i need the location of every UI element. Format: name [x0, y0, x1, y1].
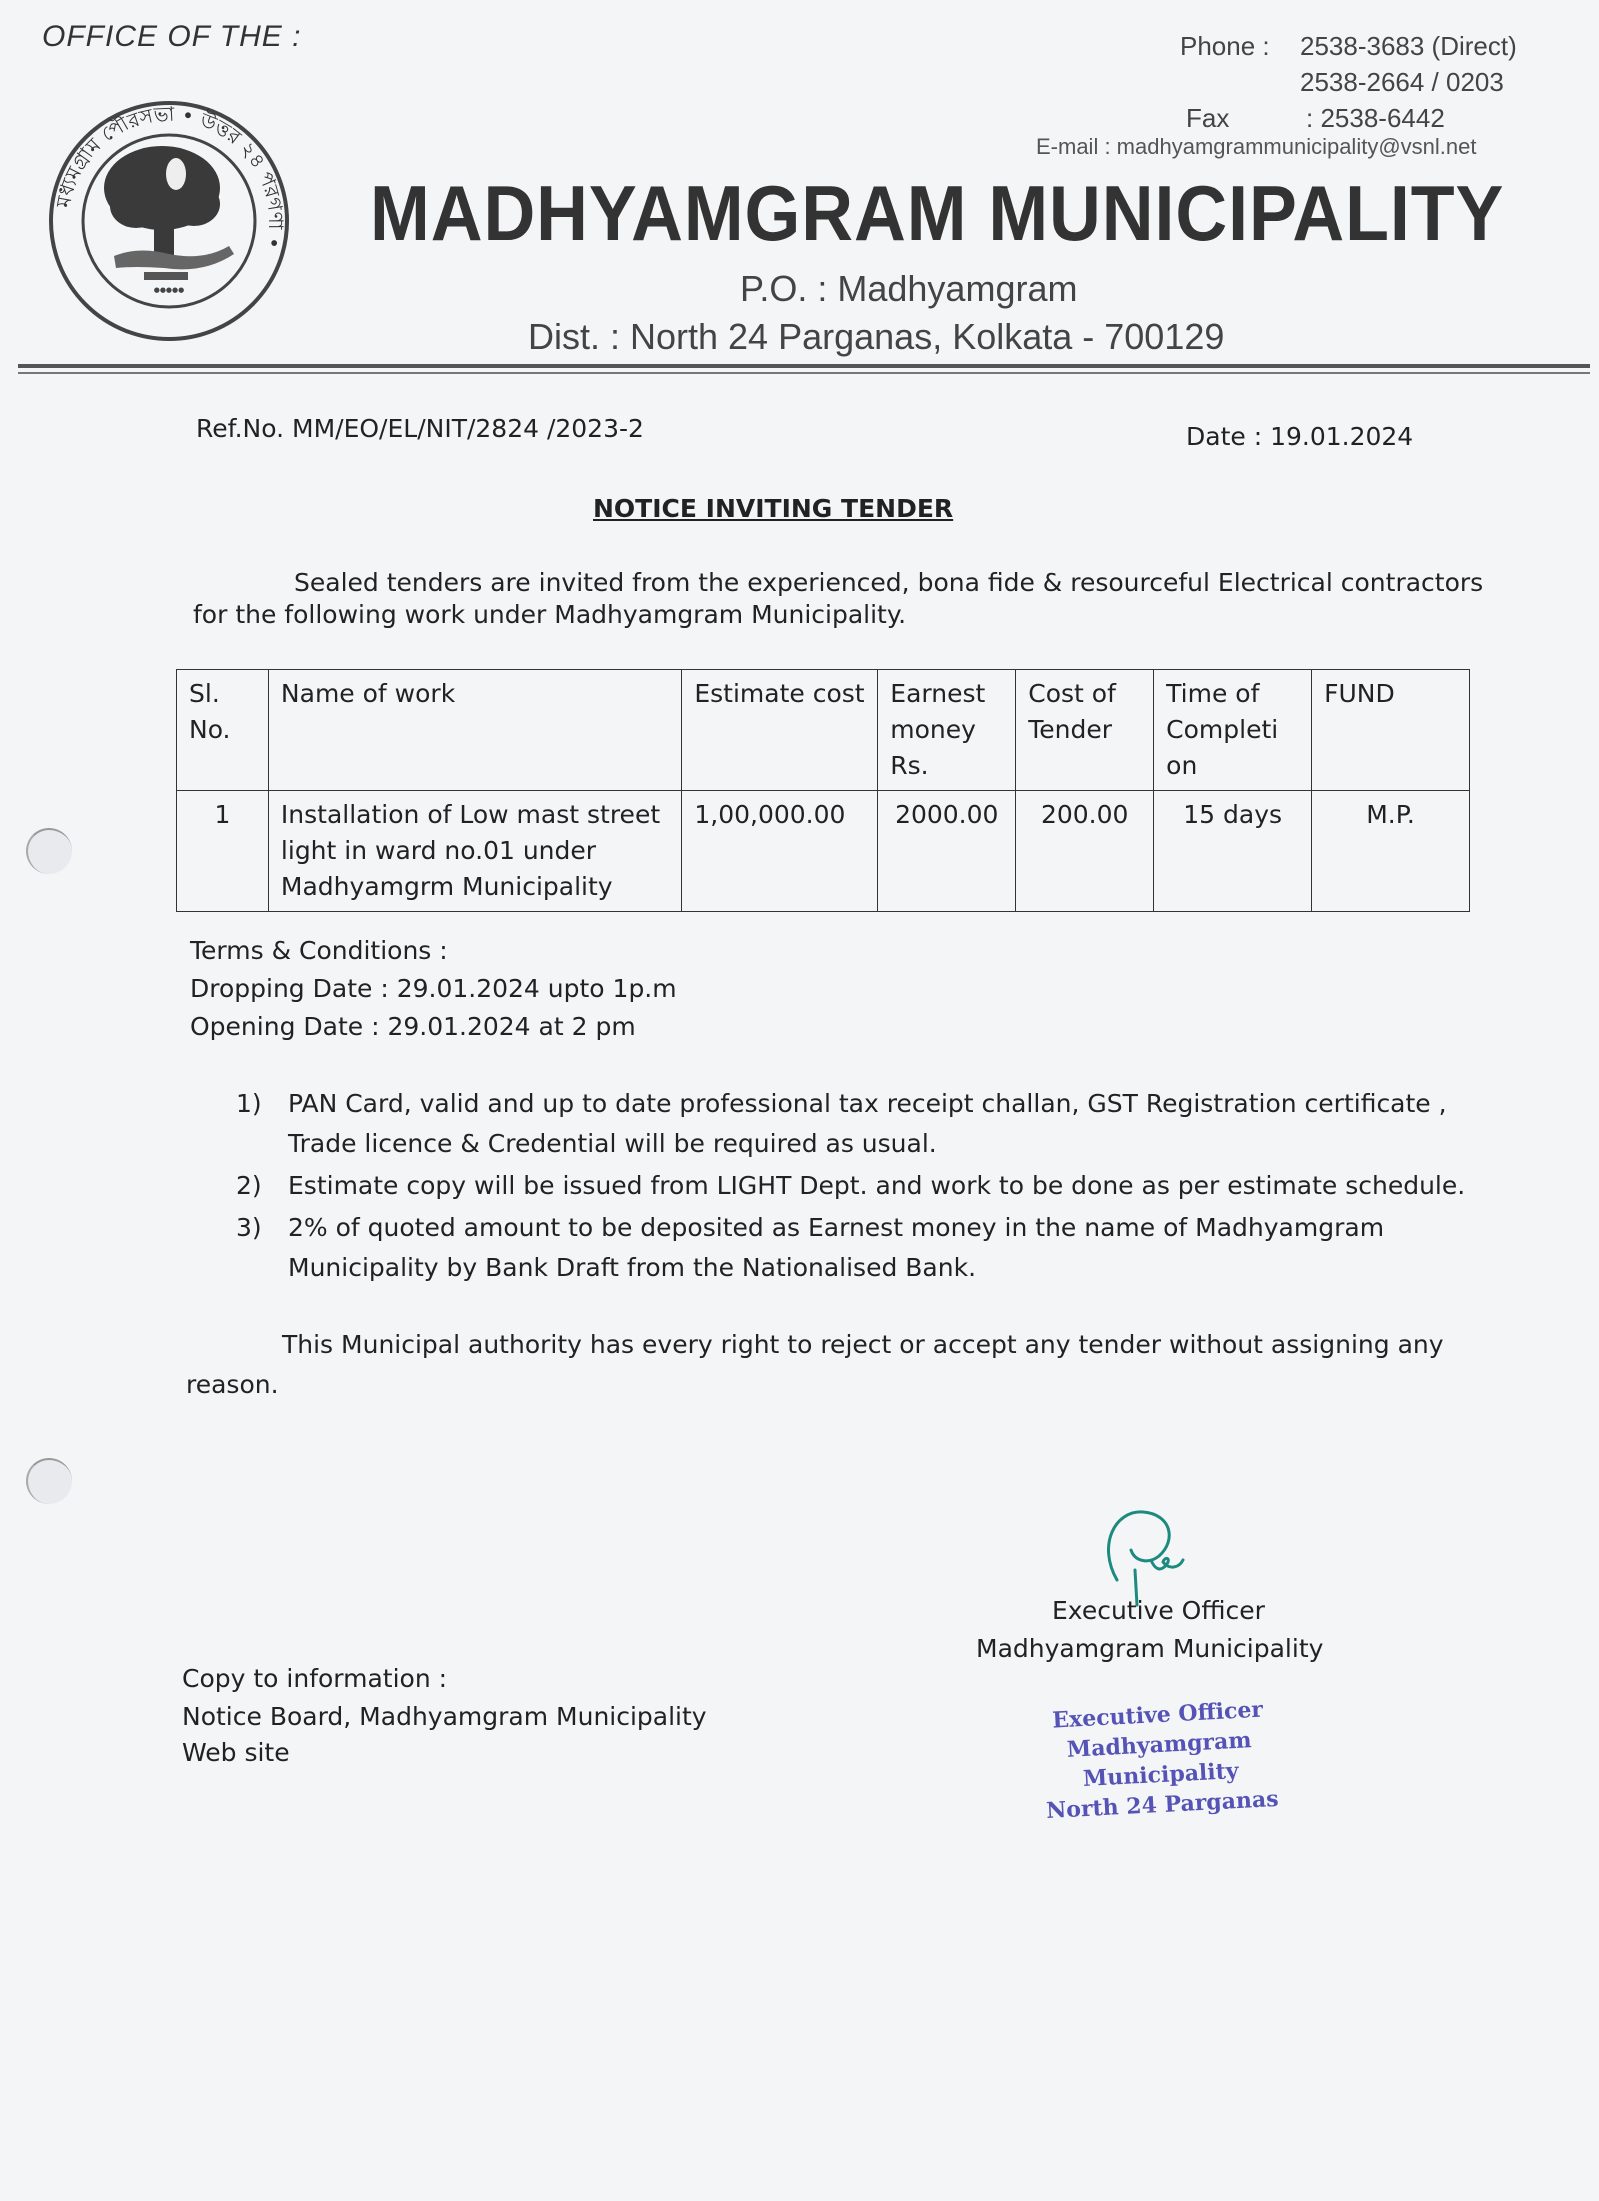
municipality-seal-logo — [44, 96, 294, 346]
list-item: 3) 2% of quoted amount to be deposited as Earnest money in the name of Madhyamgram Municipality by Bank Draft from the Nationalised Bank. — [236, 1213, 1385, 1282]
post-office-line: P.O. : Madhyamgram — [740, 268, 1078, 309]
punch-hole — [26, 1458, 72, 1504]
svg-text:মধ্যমগ্রাম পৌরসভা • উত্তর ২৪: মধ্যমগ্রাম পৌরসভা • উত্তর ২৪ পরগণা • — [50, 101, 289, 252]
column-header: Earnest money Rs. — [878, 670, 1016, 791]
phone-number-2: 2538-2664 / 0203 — [1300, 67, 1504, 97]
signatory-title: Executive Officer — [1052, 1596, 1265, 1625]
cell-tender-cost: 200.00 — [1016, 791, 1154, 912]
phone-label: Phone : — [1180, 31, 1270, 61]
conditions-list — [200, 1084, 1520, 1290]
list-item: 1) PAN Card, valid and up to date professional tax receipt challan, GST Registration certificate , Trade licence & Credential will be required as usual. — [236, 1089, 1447, 1158]
office-of-label: OFFICE OF THE : — [42, 20, 302, 53]
reference-number: Ref.No. MM/EO/EL/NIT/2824 /2023-2 — [196, 414, 644, 443]
notice-title: NOTICE INVITING TENDER — [593, 494, 954, 523]
phone-number-1: 2538-3683 (Direct) — [1300, 31, 1517, 61]
closing-text-line-2: reason. — [186, 1370, 279, 1399]
fax-number: : 2538-6442 — [1306, 103, 1445, 133]
terms-heading: Terms & Conditions : — [190, 936, 448, 965]
opening-date: Opening Date : 29.01.2024 at 2 pm — [190, 1012, 636, 1041]
svg-text:●●●●●: ●●●●● — [153, 286, 185, 294]
copy-to-heading: Copy to information : — [182, 1664, 448, 1693]
list-item: 2) Estimate copy will be issued from LIGHT Dept. and work to be done as per estimate schedule. — [236, 1171, 1466, 1200]
cell-estimate: 1,00,000.00 — [682, 791, 878, 912]
table-header-row — [177, 670, 1470, 791]
punch-hole — [26, 828, 72, 874]
signatory-organization: Madhyamgram Municipality — [976, 1634, 1324, 1663]
email-address: E-mail : madhyamgrammunicipality@vsnl.net — [1036, 134, 1477, 159]
column-header: Name of work — [268, 670, 681, 791]
dropping-date: Dropping Date : 29.01.2024 upto 1p.m — [190, 974, 677, 1003]
cell-serial: 1 — [177, 791, 269, 912]
tender-table — [176, 669, 1470, 912]
contact-block — [1180, 28, 1517, 136]
column-header: FUND — [1312, 670, 1470, 791]
copy-to-line-2: Web site — [182, 1738, 290, 1767]
copy-to-line-1: Notice Board, Madhyamgram Municipality — [182, 1702, 707, 1731]
cell-completion-time: 15 days — [1154, 791, 1312, 912]
header-divider-thin — [18, 372, 1590, 374]
column-header: Estimate cost — [682, 670, 878, 791]
cell-earnest-money: 2000.00 — [878, 791, 1016, 912]
table-row — [177, 791, 1470, 912]
district-line: Dist. : North 24 Parganas, Kolkata - 700129 — [528, 316, 1225, 357]
column-header: Sl. No. — [177, 670, 269, 791]
closing-text-line-1: This Municipal authority has every right to reject or accept any tender without assigning any — [282, 1330, 1444, 1359]
handwritten-signature — [1095, 1500, 1205, 1610]
notice-date: Date : 19.01.2024 — [1186, 422, 1414, 451]
cell-fund: M.P. — [1312, 791, 1470, 912]
official-stamp: Executive Officer Madhyamgram Municipality North 24 Parganas — [1045, 1696, 1280, 1825]
header-divider — [18, 364, 1590, 368]
column-header: Time of Completi on — [1154, 670, 1312, 791]
intro-text-line-1: Sealed tenders are invited from the experienced, bona fide & resourceful Electrical contractors — [294, 568, 1484, 597]
cell-work-name: Installation of Low mast street light in ward no.01 under Madhyamgrm Municipality — [268, 791, 681, 912]
municipality-title: MADHYAMGRAM MUNICIPALITY — [370, 169, 1505, 257]
intro-text-line-2: for the following work under Madhyamgram Municipality. — [193, 600, 907, 629]
fax-label: Fax — [1186, 103, 1230, 133]
column-header: Cost of Tender — [1016, 670, 1154, 791]
